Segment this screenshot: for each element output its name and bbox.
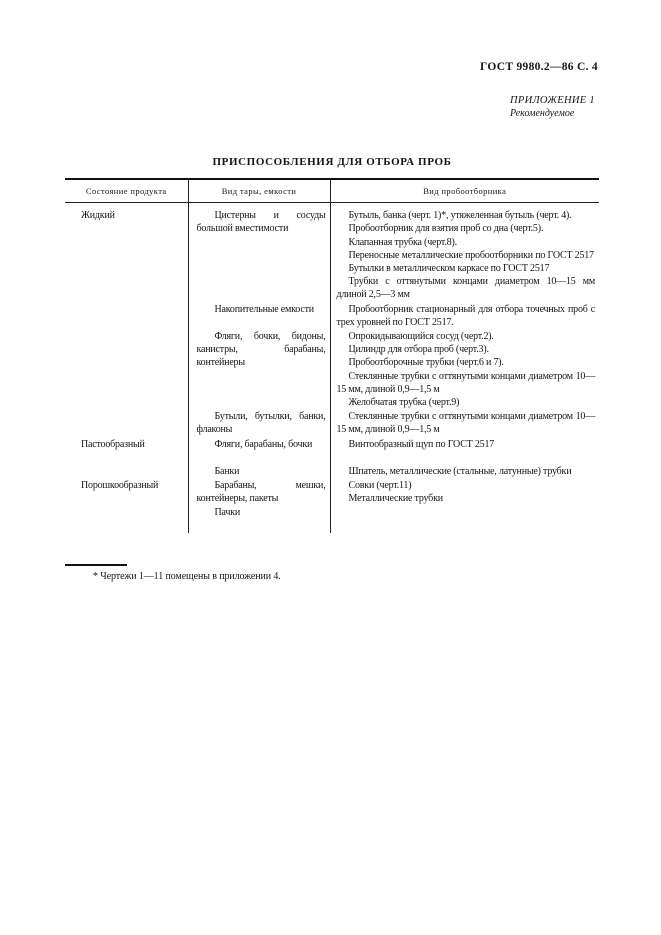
- header-sampler-type: Вид пробоотборника: [330, 179, 599, 203]
- sampler-paragraph: Трубки с оттянутыми концами диаметром 10—15 мм длиной 2,5—3 мм: [336, 276, 595, 301]
- sampler-paragraph: Совки (черт.11): [348, 480, 412, 492]
- sampler-paragraph: Пробоотборочные трубки (черт.6 и 7).: [348, 357, 504, 369]
- sampler-cell: [330, 409, 599, 436]
- product-state-cell: Порошкообразный: [81, 480, 159, 492]
- sampler-paragraph: Желобчатая трубка (черт.9): [348, 397, 460, 409]
- container-type-text: Цистерны и сосуды большой вместимости: [196, 210, 326, 235]
- table-row: [65, 329, 599, 409]
- product-state-cell: Пастообразный: [81, 438, 145, 450]
- appendix-type: Рекомендуемое: [510, 108, 575, 119]
- container-type-text: Накопительные емкости: [214, 303, 314, 315]
- product-state-cell: [65, 505, 188, 519]
- appendix-label: ПРИЛОЖЕНИЕ 1: [510, 95, 595, 106]
- container-type-cell: [188, 203, 330, 302]
- footnote-divider: [65, 564, 127, 566]
- sampler-paragraph: Бутылки в металлическом каркасе по ГОСТ 2517: [348, 263, 550, 275]
- sampler-paragraph: Пробоотборник стационарный для отбора точечных проб с трех уровней по ГОСТ 2517.: [336, 303, 595, 328]
- table-row: [65, 409, 599, 436]
- table-row: [65, 302, 599, 329]
- table-row: [65, 437, 599, 451]
- container-type-text: Бутыли, бутылки, банки, флаконы: [196, 411, 326, 436]
- footnote-text: * Чертежи 1—11 помещены в приложении 4.: [93, 571, 281, 582]
- samplers-table-wrapper: [65, 178, 599, 533]
- appendix-block: [510, 94, 595, 120]
- container-type-cell: [188, 437, 330, 451]
- sampler-paragraph: Переносные металлические пробоотборники по ГОСТ 2517: [348, 249, 594, 261]
- table-spacer-row: [65, 520, 599, 533]
- sampler-cell: [330, 437, 599, 451]
- sampler-paragraph: Пробоотборник для взятия проб со дна (черт.5).: [348, 223, 544, 235]
- sampler-cell: [330, 203, 599, 302]
- product-state-cell: [65, 302, 188, 329]
- sampler-cell: [330, 302, 599, 329]
- container-type-cell: [188, 409, 330, 436]
- sampler-cell: [330, 329, 599, 409]
- sampler-cell: [330, 478, 599, 505]
- product-state-cell: [65, 329, 188, 409]
- container-type-cell: [188, 329, 330, 409]
- product-state-cell: [65, 520, 188, 533]
- header-product-state: Состояние продукта: [65, 179, 188, 203]
- sampler-cell: [330, 505, 599, 519]
- table-row: [65, 451, 599, 478]
- sampler-paragraph: Стеклянные трубки с оттянутыми концами диаметром 10—15 мм, длиной 0,9—1,5 м: [336, 411, 595, 436]
- container-type-cell: [188, 478, 330, 505]
- container-type-cell: [188, 520, 330, 533]
- product-state-cell: Жидкий: [81, 210, 115, 222]
- doc-reference: ГОСТ 9980.2—86 С. 4: [480, 61, 598, 73]
- sampler-paragraph: Бутыль, банка (черт. 1)*, утяжеленная бутыль (черт. 4).: [348, 210, 572, 222]
- header-container-type: Вид тары, емкости: [188, 179, 330, 203]
- sampler-paragraph: Опрокидывающийся сосуд (черт.2).: [348, 331, 494, 343]
- page-title: ПРИСПОСОБЛЕНИЯ ДЛЯ ОТБОРА ПРОБ: [212, 156, 452, 168]
- sampler-paragraph: Шпатель, металлические (стальные, латунные) трубки: [348, 465, 572, 477]
- table-header-row: [65, 179, 599, 203]
- container-type-text: Фляги, бочки, бидоны, канистры, барабаны, контейнеры: [196, 331, 326, 369]
- container-type-text: Банки: [214, 465, 240, 477]
- sampler-paragraph: Металлические трубки: [348, 493, 443, 505]
- product-state-cell: [65, 409, 188, 436]
- container-type-text: Барабаны, мешки, контейнеры, пакеты: [196, 480, 326, 505]
- sampler-paragraph: Цилиндр для отбора проб (черт.3).: [348, 344, 489, 356]
- sampler-cell: [330, 520, 599, 533]
- table-row: [65, 478, 599, 505]
- table-row: [65, 203, 599, 302]
- container-type-cell: [188, 505, 330, 519]
- product-state-cell: [65, 451, 188, 478]
- container-type-cell: [188, 451, 330, 478]
- samplers-table: [65, 178, 599, 533]
- container-type-text: Фляги, барабаны, бочки: [214, 438, 313, 450]
- table-row: [65, 505, 599, 519]
- sampler-paragraph: Винтообразный щуп по ГОСТ 2517: [348, 438, 495, 450]
- container-type-cell: [188, 302, 330, 329]
- sampler-paragraph: Клапанная трубка (черт.8).: [348, 236, 457, 248]
- sampler-paragraph: Стеклянные трубки с оттянутыми концами диаметром 10—15 мм, длиной 0,9—1,5 м: [336, 370, 595, 395]
- container-type-text: Пачки: [214, 507, 240, 519]
- sampler-cell: [330, 451, 599, 478]
